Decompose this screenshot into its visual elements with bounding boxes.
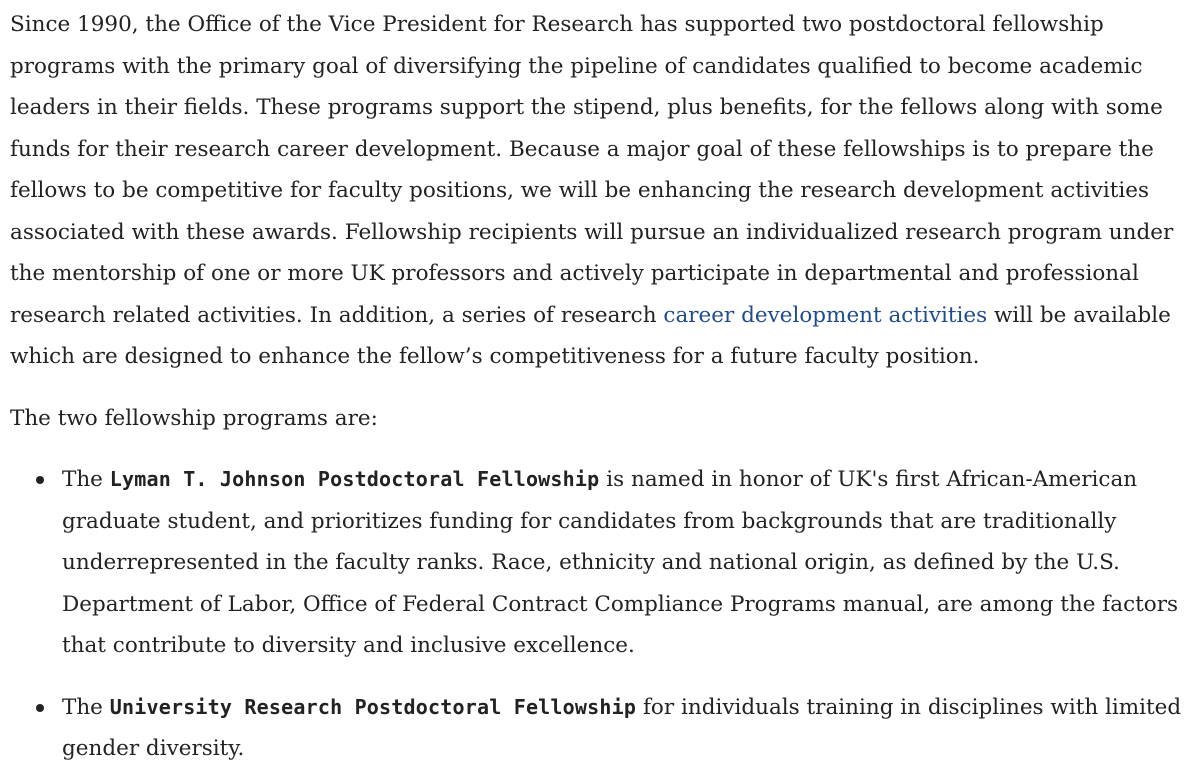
programs-lead-text: The two fellowship programs are: (10, 405, 378, 431)
program-name: University Research Postdoctoral Fellowship (109, 694, 637, 719)
intro-text-before-link: Since 1990, the Office of the Vice President for Research has supported two postdoctoral fellowship programs with the primary goal of diversifying the pipeline of candidates qualified to become academic leaders in their fields. These programs support the stipend, plus benefits, for the fellows along with some funds for their research career development. Because a major goal of these fellowships is to prepare the fellows to be competitive for faculty positions, we will be enhancing the research development activities associated with these awards. Fellowship recipients will pursue an individualized research program under the mentorship of one or more UK professors and actively participate in departmental and professional research related activities. In addition, a series of research (10, 12, 1174, 328)
intro-text-after-link: will be available which are designed to enhance the fellow’s competitiveness for a future faculty position. (10, 302, 1171, 369)
intro-paragraph (10, 4, 1200, 378)
bullet-icon (36, 476, 44, 484)
career-development-activities-link[interactable]: career development activities (663, 302, 988, 328)
program-prefix: The (62, 694, 110, 720)
list-item-university-research (10, 687, 1200, 770)
bullet-icon (36, 704, 44, 712)
program-description: is named in honor of UK's first African-American graduate student, and prioritizes funding for candidates from backgrounds that are traditionally underrepresented in the faculty ranks. Race, ethnicity and national origin, as defined by the U.S. Department of Labor, Office of Federal Contract Compliance Programs manual, are among the factors that contribute to diversity and inclusive excellence. (62, 467, 1179, 658)
list-item-lyman-johnson (10, 459, 1200, 667)
fellowship-programs-list (10, 459, 1200, 770)
program-description: for individuals training in disciplines with limited gender diversity. (62, 694, 1182, 761)
program-name: Lyman T. Johnson Postdoctoral Fellowship (109, 467, 600, 491)
program-prefix: The (62, 467, 110, 492)
